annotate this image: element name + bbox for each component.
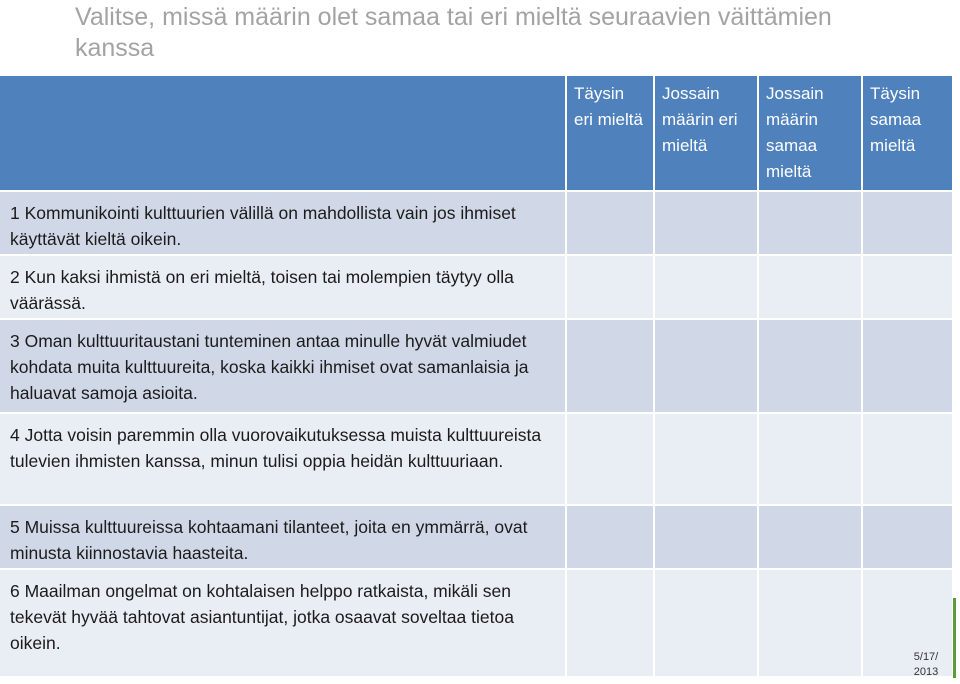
- header-option-2: Jossain määrin eri mieltä: [655, 76, 759, 192]
- answer-cell[interactable]: [655, 192, 759, 256]
- answer-cell[interactable]: [863, 320, 954, 414]
- answer-cell[interactable]: [863, 192, 954, 256]
- statement-text: 1 Kommunikointi kulttuurien välillä on mahdollista vain jos ihmiset käyttävät kieltä oikein.: [0, 192, 567, 256]
- table-row: [0, 506, 954, 570]
- answer-cell[interactable]: [567, 506, 655, 570]
- answer-cell[interactable]: [863, 414, 954, 506]
- answer-cell[interactable]: [655, 414, 759, 506]
- answer-cell[interactable]: [863, 256, 954, 320]
- table-row: [0, 192, 954, 256]
- answer-cell[interactable]: [567, 256, 655, 320]
- answer-cell[interactable]: [759, 320, 863, 414]
- table-row: [0, 256, 954, 320]
- statement-text: 6 Maailman ongelmat on kohtalaisen helppo ratkaista, mikäli sen tekevät hyvää tahtovat asiantuntijat, jotka osaavat soveltaa tietoa oikein.: [0, 570, 567, 678]
- header-option-3: Jossain määrin samaa mieltä: [759, 76, 863, 192]
- answer-cell[interactable]: [655, 256, 759, 320]
- statement-text: 2 Kun kaksi ihmistä on eri mieltä, toisen tai molempien täytyy olla väärässä.: [0, 256, 567, 320]
- survey-table: [0, 76, 954, 678]
- answer-cell[interactable]: [759, 256, 863, 320]
- answer-cell[interactable]: [655, 570, 759, 678]
- answer-cell[interactable]: [567, 192, 655, 256]
- statement-text: 4 Jotta voisin paremmin olla vuorovaikutuksessa muista kulttuureista tulevien ihmisten kanssa, minun tulisi oppia heidän kulttuuriaan.: [0, 414, 567, 506]
- answer-cell[interactable]: [655, 320, 759, 414]
- answer-cell[interactable]: [759, 570, 863, 678]
- table-row: [0, 414, 954, 506]
- answer-cell[interactable]: [655, 506, 759, 570]
- table-row: [0, 320, 954, 414]
- answer-cell[interactable]: [567, 414, 655, 506]
- accent-bar: [953, 598, 956, 678]
- answer-cell[interactable]: [863, 506, 954, 570]
- header-option-1: Täysin eri mieltä: [567, 76, 655, 192]
- answer-cell[interactable]: [567, 320, 655, 414]
- statement-text: 3 Oman kulttuuritaustani tunteminen antaa minulle hyvät valmiudet kohdata muita kulttuureita, koska kaikki ihmiset ovat samanlaisia ja haluavat samoja asioita.: [0, 320, 567, 414]
- page-title: Valitse, missä määrin olet samaa tai eri mieltä seuraavien väittämien kanssa: [75, 3, 832, 62]
- answer-cell[interactable]: [759, 506, 863, 570]
- slide-date: 5/17/ 2013: [913, 651, 939, 678]
- table-row: [0, 570, 954, 678]
- statement-text: 5 Muissa kulttuureissa kohtaamani tilanteet, joita en ymmärrä, ovat minusta kiinnostavia haasteita.: [0, 506, 567, 570]
- answer-cell[interactable]: [759, 192, 863, 256]
- header-statement: [0, 76, 567, 192]
- header-option-4: Täysin samaa mieltä: [863, 76, 954, 192]
- header-row: [0, 76, 954, 192]
- answer-cell[interactable]: [567, 570, 655, 678]
- answer-cell[interactable]: [759, 414, 863, 506]
